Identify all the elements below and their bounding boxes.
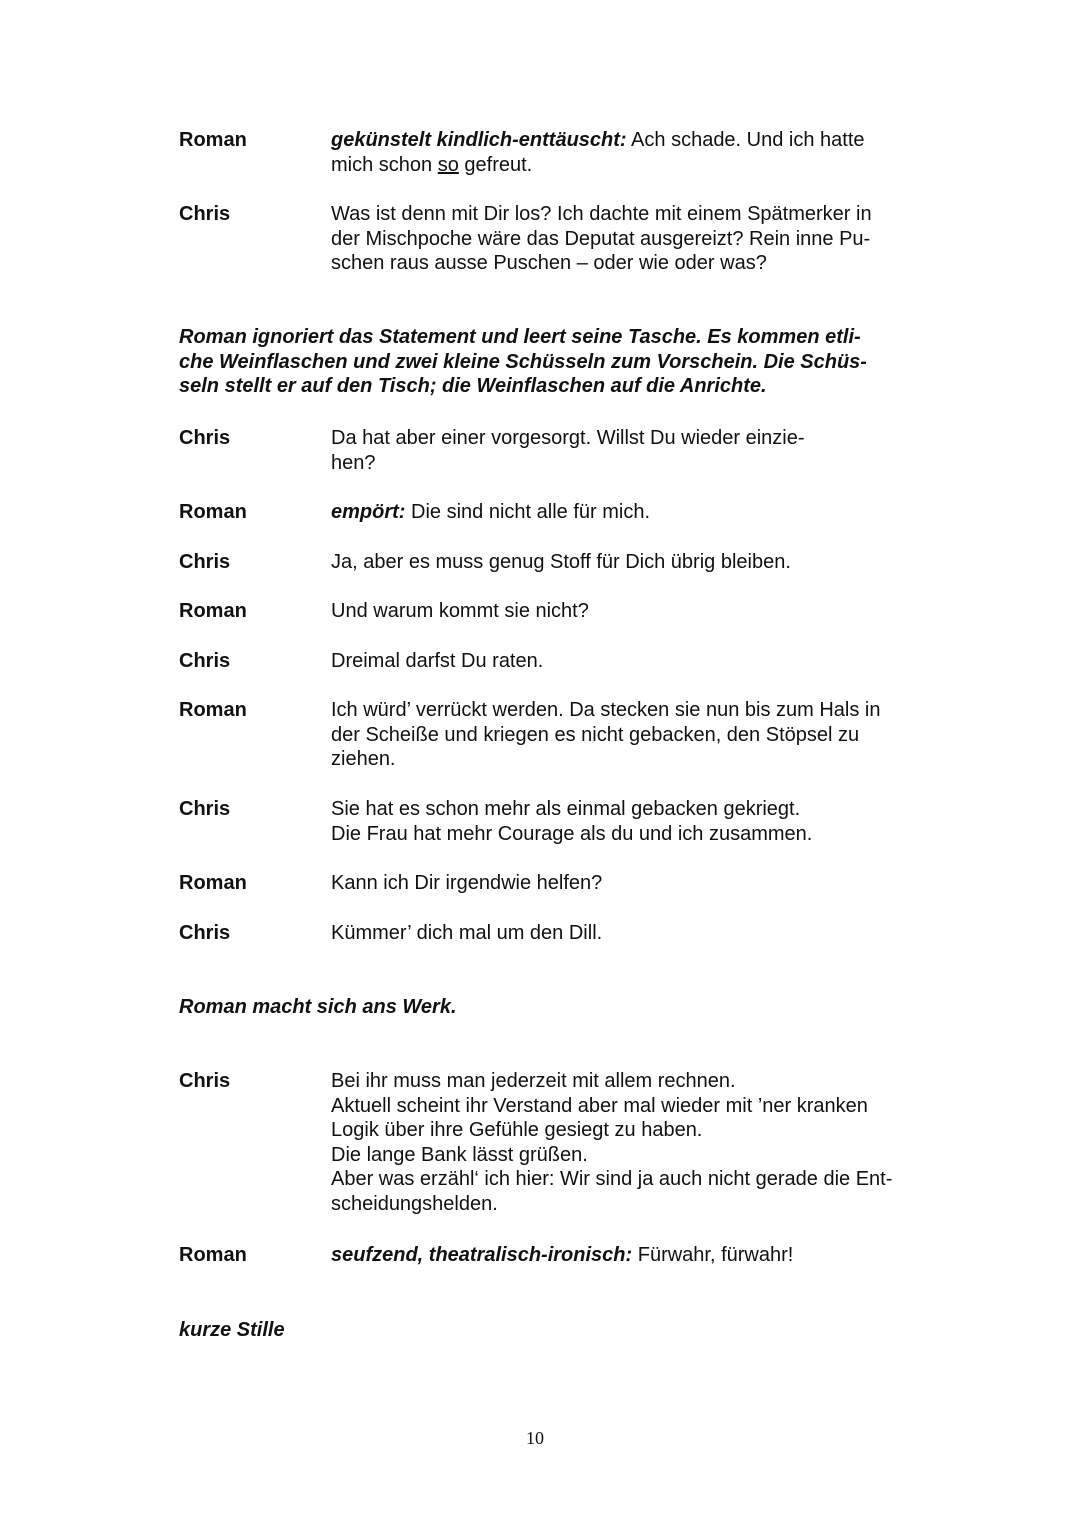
speaker-name: Roman [179, 501, 247, 523]
dialogue-text [331, 797, 943, 846]
dialogue-line: Aktuell scheint ihr Verstand aber mal wieder mit ’ner kranken [331, 1094, 868, 1117]
dialogue-text [331, 426, 943, 475]
page-number: 10 [526, 1428, 544, 1448]
dialogue-line: ziehen. [331, 748, 396, 770]
dialogue-line: Was ist denn mit Dir los? Ich dachte mit einem Spätmerker in [331, 203, 872, 225]
stage-direction-line: seln stellt er auf den Tisch; die Weinflaschen auf die Anrichte. [179, 375, 767, 397]
dialogue-fragment: Die sind nicht alle für mich. [405, 501, 650, 523]
speaker-name: Chris [179, 922, 231, 944]
stage-direction-line: Roman ignoriert das Statement und leert seine Tasche. Es kommen etli- [179, 326, 861, 348]
speaker-name: Chris [179, 1070, 231, 1092]
dialogue-text [331, 202, 943, 276]
dialogue-text [331, 599, 943, 624]
dialogue-line: Ja, aber es muss genug Stoff für Dich übrig bleiben. [331, 551, 791, 573]
emphasized-word: so [437, 153, 459, 176]
dialogue-line: scheidungshelden. [331, 1192, 498, 1215]
speaker-name: Roman [179, 129, 247, 151]
dialogue-line: Kümmer’ dich mal um den Dill. [331, 922, 603, 944]
dialogue-line: Da hat aber einer vorgesorgt. Willst Du wieder einzie- [331, 427, 805, 449]
stage-direction [179, 325, 949, 399]
dialogue-text [331, 128, 943, 177]
speaker-name: Chris [179, 551, 231, 573]
dialogue-line: Bei ihr muss man jederzeit mit allem rechnen. [331, 1070, 736, 1092]
stage-direction [179, 995, 949, 1020]
stage-cue: gekünstelt kindlich-enttäuscht: [331, 129, 627, 151]
dialogue-line: Sie hat es schon mehr als einmal gebacken gekriegt. [331, 798, 801, 820]
dialogue-line: Aber was erzähl‘ ich hier: Wir sind ja auch nicht gerade die Ent- [331, 1168, 893, 1190]
dialogue-line: Logik über ihre Gefühle gesiegt zu haben. [331, 1119, 703, 1141]
stage-direction-line: kurze Stille [179, 1319, 285, 1341]
speaker-name: Roman [179, 600, 247, 622]
speaker-name: Chris [179, 427, 231, 449]
dialogue-line: Kann ich Dir irgendwie helfen? [331, 872, 603, 894]
dialogue-line: Die Frau hat mehr Courage als du und ich zusammen. [331, 822, 813, 845]
dialogue-text [331, 550, 943, 575]
dialogue-fragment: gefreut. [458, 153, 533, 176]
speaker-name: Roman [179, 1244, 247, 1266]
dialogue-fragment: Fürwahr, fürwahr! [632, 1244, 794, 1266]
stage-cue: empört: [331, 501, 406, 523]
dialogue-line: Ich würd’ verrückt werden. Da stecken sie nun bis zum Hals in [331, 699, 881, 721]
dialogue-text [331, 649, 943, 674]
dialogue-fragment: mich schon [331, 153, 438, 176]
speaker-name: Chris [179, 203, 231, 225]
dialogue-text [331, 871, 943, 896]
stage-direction-line: che Weinflaschen und zwei kleine Schüsseln zum Vorschein. Die Schüs- [179, 350, 867, 373]
dialogue-text [331, 1243, 943, 1268]
dialogue-text [331, 698, 943, 772]
stage-cue: seufzend, theatralisch-ironisch: [331, 1244, 633, 1266]
dialogue-text [331, 1069, 943, 1216]
dialogue-line: Dreimal darfst Du raten. [331, 650, 544, 672]
speaker-name: Chris [179, 650, 231, 672]
dialogue-line: der Scheiße und kriegen es nicht gebacken, den Stöpsel zu [331, 723, 860, 746]
stage-direction-line: Roman macht sich ans Werk. [179, 996, 457, 1018]
dialogue-fragment: Ach schade. Und ich hatte [626, 129, 865, 151]
dialogue-text [331, 500, 943, 525]
dialogue-line: hen? [331, 451, 376, 474]
dialogue-text [331, 921, 943, 946]
speaker-name: Chris [179, 798, 231, 820]
dialogue-line: der Mischpoche wäre das Deputat ausgereizt? Rein inne Pu- [331, 227, 871, 250]
dialogue-line: Die lange Bank lässt grüßen. [331, 1143, 588, 1166]
speaker-name: Roman [179, 699, 247, 721]
speaker-name: Roman [179, 872, 247, 894]
stage-direction [179, 1318, 949, 1343]
dialogue-line: schen raus ausse Puschen – oder wie oder was? [331, 252, 767, 274]
dialogue-line: Und warum kommt sie nicht? [331, 600, 589, 622]
